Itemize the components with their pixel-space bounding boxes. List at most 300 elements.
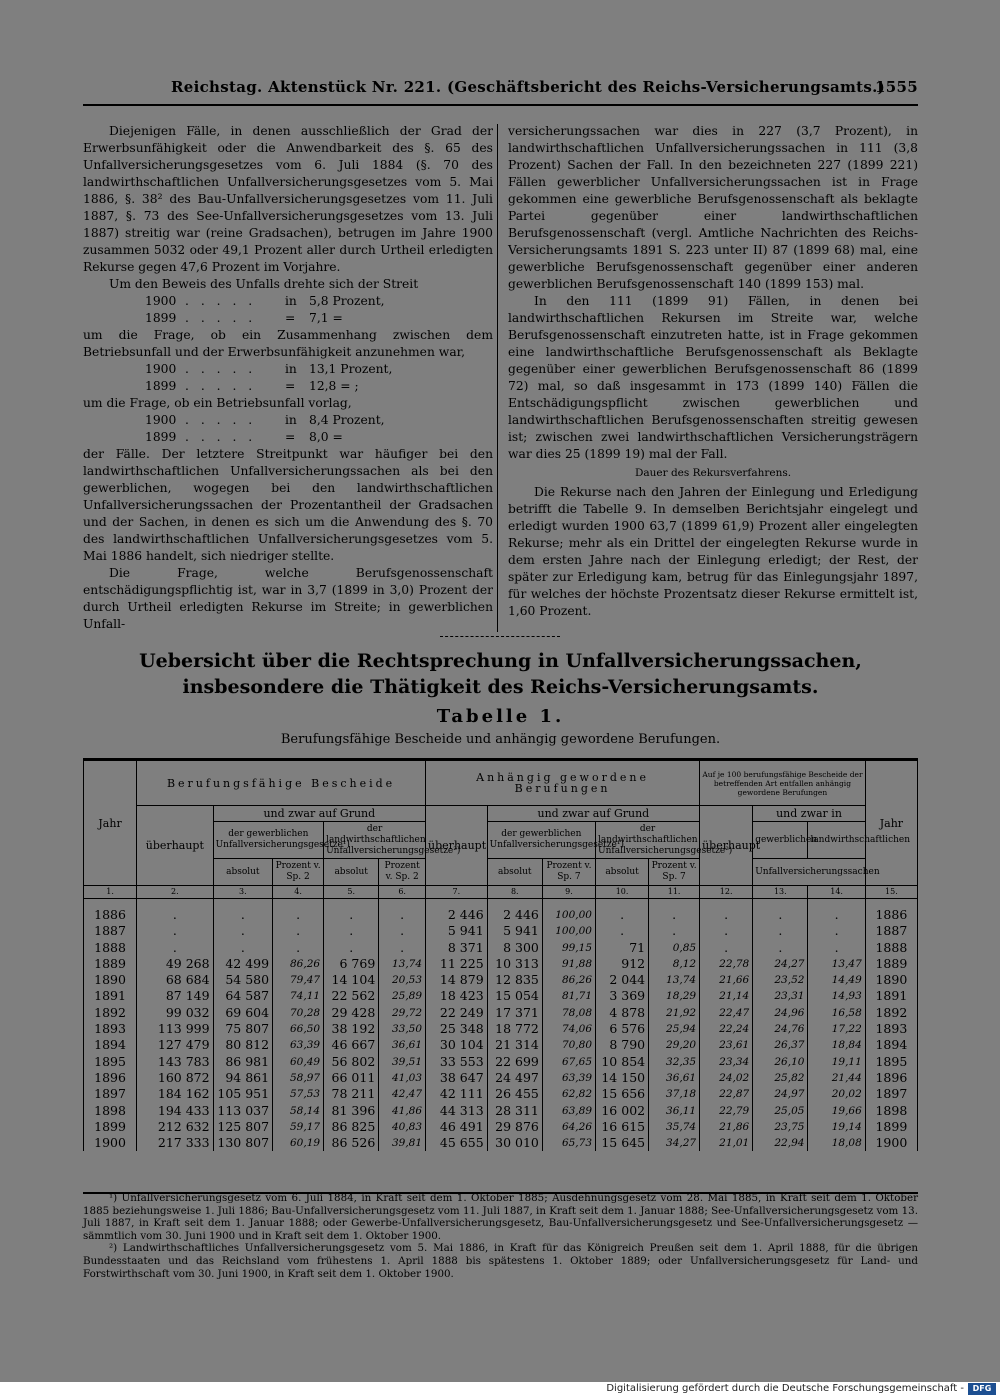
- header-undzwar-grund-2: und zwar auf Grund: [487, 806, 699, 822]
- table-cell: .: [273, 940, 324, 956]
- table-cell: 15 054: [487, 988, 542, 1004]
- col-number: 4.: [273, 886, 324, 899]
- table-cell: 212 632: [137, 1119, 213, 1135]
- table-cell: 60,49: [273, 1054, 324, 1070]
- table-cell: 23,61: [700, 1037, 753, 1053]
- section-title: Uebersicht über die Rechtsprechung in Unfallversicherungssachen, insbesondere die Thätigkeit des Reichs-Versicherungsamts.: [139, 650, 862, 698]
- year-cell: 1897: [84, 1086, 137, 1102]
- table-cell: 99 032: [137, 1005, 213, 1021]
- table-cell: 32,35: [649, 1054, 700, 1070]
- table-cell: 58,14: [273, 1103, 324, 1119]
- table-cell: .: [273, 923, 324, 939]
- header-year-right: Jahr: [865, 761, 917, 886]
- table-cell: 60,19: [273, 1135, 324, 1151]
- table-cell: 24,97: [753, 1086, 808, 1102]
- col-number: 13.: [753, 886, 808, 899]
- year-cell: 1892: [865, 1005, 917, 1021]
- table-cell: 18,08: [808, 1135, 865, 1151]
- table-cell: 6 769: [324, 956, 379, 972]
- col-number: 11.: [649, 886, 700, 899]
- year-cell: 1891: [84, 988, 137, 1004]
- table-cell: 24,27: [753, 956, 808, 972]
- table-cell: 24 497: [487, 1070, 542, 1086]
- table-cell: 25,94: [649, 1021, 700, 1037]
- table-cell: 5 941: [426, 923, 488, 939]
- year-cell: 1895: [865, 1054, 917, 1070]
- table-cell: 35,74: [649, 1119, 700, 1135]
- table-cell: .: [137, 923, 213, 939]
- table-cell: 42,47: [379, 1086, 426, 1102]
- table-cell: .: [213, 940, 272, 956]
- table-row: [84, 1103, 918, 1119]
- col-number: 1.: [84, 886, 137, 899]
- table-cell: 25,05: [753, 1103, 808, 1119]
- col-number: 7.: [426, 886, 488, 899]
- table-cell: 21,92: [649, 1005, 700, 1021]
- table-cell: 65,73: [542, 1135, 595, 1151]
- left-paragraph-1: Diejenigen Fälle, in denen ausschließlich der Grad der Erwerbsunfähigkeit oder die Anwendbarkeit des §. 65 des Unfallversicherungsgesetzes vom 6. Juli 1884 (§. 70 des landwirthschaftlichen Unfallversicherungsgesetzes vom 5. Mai 1886, §. 38² des Bau-Unfallversicherungsgesetzes vom 11. Juli 1887, §. 73 des See-Unfallversicherungsgesetzes vom 13. Juli 1887) streitig war (reine Gradsachen), betrugen im Jahre 1900 zusammen 5032 oder 49,1 Prozent aller durch Urtheil erledigten Rekurse gegen 47,6 Prozent im Vorjahre.: [83, 124, 493, 274]
- table-cell: 36,61: [379, 1037, 426, 1053]
- table-cell: 86,26: [542, 972, 595, 988]
- col-number: 2.: [137, 886, 213, 899]
- table-cell: 8 300: [487, 940, 542, 956]
- table-cell: 94 861: [213, 1070, 272, 1086]
- header-bescheide: Berufungsfähige Bescheide: [137, 761, 426, 806]
- year-cell: 1890: [84, 972, 137, 988]
- table-cell: 81,71: [542, 988, 595, 1004]
- table-cell: 21,86: [700, 1119, 753, 1135]
- table-row: [84, 1119, 918, 1135]
- stat-row: 1899 . . . . . = 7,1 =: [145, 311, 343, 325]
- table-subtitle: Berufungsfähige Bescheide und anhängig gewordene Berufungen.: [280, 732, 721, 747]
- table-cell: 39,81: [379, 1135, 426, 1151]
- table-row: [84, 1070, 918, 1086]
- table-cell: 113 999: [137, 1021, 213, 1037]
- header-landwirtschaftlich-2: der landwirthschaftlichen Unfallversicherungsgesetze²): [596, 822, 700, 859]
- table-cell: 46 667: [324, 1037, 379, 1053]
- table-cell: .: [700, 923, 753, 939]
- col-number: 15.: [865, 886, 917, 899]
- table-cell: 81 396: [324, 1103, 379, 1119]
- header-prozent-9: Prozent v. Sp. 7: [542, 859, 595, 886]
- table-cell: 41,86: [379, 1103, 426, 1119]
- stat-row: 1899 . . . . . = 8,0 =: [145, 430, 343, 444]
- table-cell: 33 553: [426, 1054, 488, 1070]
- table-cell: 26,37: [753, 1037, 808, 1053]
- table-cell: 16 615: [596, 1119, 649, 1135]
- table-cell: 58,97: [273, 1070, 324, 1086]
- table-cell: 14 879: [426, 972, 488, 988]
- year-cell: 1898: [84, 1103, 137, 1119]
- header-prozent-11: Prozent v. Sp. 7: [649, 859, 700, 886]
- table-cell: 21,66: [700, 972, 753, 988]
- year-cell: 1889: [865, 956, 917, 972]
- right-column: [508, 123, 918, 620]
- table-cell: 70,80: [542, 1037, 595, 1053]
- table-cell: 29 428: [324, 1005, 379, 1021]
- table-cell: 30 010: [487, 1135, 542, 1151]
- table-cell: 66 011: [324, 1070, 379, 1086]
- header-uvs: Unfallversicherungssachen: [753, 859, 866, 886]
- stat-row: 1900 . . . . . in 8,4 Prozent,: [145, 413, 385, 427]
- col-number: 10.: [596, 886, 649, 899]
- table-cell: 24,02: [700, 1070, 753, 1086]
- table-cell: 63,39: [273, 1037, 324, 1053]
- table-cell: 10 854: [596, 1054, 649, 1070]
- stat-row: 1900 . . . . . in 5,8 Prozent,: [145, 294, 385, 308]
- table-cell: 56 802: [324, 1054, 379, 1070]
- header-land-short: landwirthschaftlichen: [808, 822, 865, 859]
- table-cell: 21 314: [487, 1037, 542, 1053]
- table-cell: 13,74: [649, 972, 700, 988]
- header-gew-short: gewerblichen: [753, 822, 808, 859]
- table-cell: 17 371: [487, 1005, 542, 1021]
- table-cell: .: [137, 940, 213, 956]
- table-cell: 42 499: [213, 956, 272, 972]
- table-cell: .: [213, 907, 272, 923]
- year-cell: 1899: [84, 1119, 137, 1135]
- table-row: [84, 1054, 918, 1070]
- table-cell: 67,65: [542, 1054, 595, 1070]
- table-cell: 19,11: [808, 1054, 865, 1070]
- header-ueberhaupt-12: überhaupt: [700, 806, 753, 886]
- table-cell: 45 655: [426, 1135, 488, 1151]
- header-landwirtschaftlich: der landwirthschaftlichen Unfallversicherungsgesetze²): [324, 822, 426, 859]
- table-cell: 66,50: [273, 1021, 324, 1037]
- year-cell: 1895: [84, 1054, 137, 1070]
- table-cell: .: [700, 907, 753, 923]
- table-cell: 5 941: [487, 923, 542, 939]
- header-ueberhaupt-7: überhaupt: [426, 806, 488, 886]
- table-cell: 68 684: [137, 972, 213, 988]
- header-absolut-3: absolut: [213, 859, 272, 886]
- table-cell: 8,12: [649, 956, 700, 972]
- table-cell: 3 369: [596, 988, 649, 1004]
- header-berufungen: Anhängig gewordene Berufungen: [426, 761, 700, 806]
- table-cell: 184 162: [137, 1086, 213, 1102]
- table-cell: .: [753, 923, 808, 939]
- digitization-footer: [0, 1382, 1000, 1397]
- table-cell: 100,00: [542, 923, 595, 939]
- table-cell: .: [379, 907, 426, 923]
- table-cell: 26,10: [753, 1054, 808, 1070]
- table-cell: 87 149: [137, 988, 213, 1004]
- table-cell: .: [649, 923, 700, 939]
- table-cell: 15 656: [596, 1086, 649, 1102]
- left-paragraph-6: Die Frage, welche Berufsgenossenschaft entschädigungspflichtig ist, war in 3,7 (1899 in 3,0) Prozent der durch Urtheil erledigten Rekurse im Streite; in gewerblichen Unfall-: [83, 566, 493, 631]
- section-divider: [440, 636, 560, 637]
- table-cell: 16,58: [808, 1005, 865, 1021]
- table-cell: 125 807: [213, 1119, 272, 1135]
- table-cell: 26 455: [487, 1086, 542, 1102]
- table-cell: 64,26: [542, 1119, 595, 1135]
- left-paragraph-4: um die Frage, ob ein Betriebsunfall vorlag,: [83, 396, 352, 410]
- table-cell: 22 562: [324, 988, 379, 1004]
- table-row: [84, 972, 918, 988]
- year-cell: 1888: [865, 940, 917, 956]
- table-cell: 11 225: [426, 956, 488, 972]
- table-cell: .: [324, 940, 379, 956]
- table-cell: .: [324, 923, 379, 939]
- table-cell: 64 587: [213, 988, 272, 1004]
- table-cell: 10 313: [487, 956, 542, 972]
- table-cell: .: [273, 907, 324, 923]
- table-cell: 217 333: [137, 1135, 213, 1151]
- year-cell: 1889: [84, 956, 137, 972]
- header-gewerblich-2: der gewerblichen Unfallversicherungsgesetze¹): [487, 822, 595, 859]
- table-cell: 38 192: [324, 1021, 379, 1037]
- table-cell: 6 576: [596, 1021, 649, 1037]
- header-undzwar-in: und zwar in: [753, 806, 866, 822]
- table-cell: 91,88: [542, 956, 595, 972]
- table-cell: 105 951: [213, 1086, 272, 1102]
- table-cell: 80 812: [213, 1037, 272, 1053]
- table-cell: 79,47: [273, 972, 324, 988]
- header-per-100: Auf je 100 berufungsfähige Bescheide der betreffenden Art entfallen anhängig gewordene Berufungen: [700, 761, 866, 806]
- table-cell: 74,11: [273, 988, 324, 1004]
- table-cell: 63,39: [542, 1070, 595, 1086]
- running-header: [83, 78, 918, 102]
- table-row: [84, 907, 918, 923]
- table-cell: 12 835: [487, 972, 542, 988]
- table-cell: 29,20: [649, 1037, 700, 1053]
- year-cell: 1886: [84, 907, 137, 923]
- table-cell: 44 313: [426, 1103, 488, 1119]
- table-cell: 25,82: [753, 1070, 808, 1086]
- table-cell: 40,83: [379, 1119, 426, 1135]
- table-cell: 16 002: [596, 1103, 649, 1119]
- table-cell: 160 872: [137, 1070, 213, 1086]
- col-number: 14.: [808, 886, 865, 899]
- table-cell: .: [808, 940, 865, 956]
- table-row: [84, 956, 918, 972]
- table-cell: .: [379, 940, 426, 956]
- header-gewerblich: der gewerblichen Unfallversicherungsgesetze¹): [213, 822, 323, 859]
- table-row: [84, 923, 918, 939]
- year-cell: 1896: [84, 1070, 137, 1086]
- table-cell: 25,89: [379, 988, 426, 1004]
- table-cell: 24,76: [753, 1021, 808, 1037]
- table-cell: 49 268: [137, 956, 213, 972]
- table-cell: 34,27: [649, 1135, 700, 1151]
- table-title: Tabelle 1.: [436, 706, 565, 727]
- table-cell: 36,61: [649, 1070, 700, 1086]
- table-row: [84, 988, 918, 1004]
- table-cell: 36,11: [649, 1103, 700, 1119]
- year-cell: 1891: [865, 988, 917, 1004]
- table-cell: 2 446: [487, 907, 542, 923]
- table-cell: 22,78: [700, 956, 753, 972]
- header-prozent-4: Prozent v. Sp. 2: [273, 859, 324, 886]
- year-cell: 1897: [865, 1086, 917, 1102]
- table-cell: 8 790: [596, 1037, 649, 1053]
- table-cell: 21,14: [700, 988, 753, 1004]
- year-cell: 1899: [865, 1119, 917, 1135]
- table-cell: 100,00: [542, 907, 595, 923]
- table-cell: 78 211: [324, 1086, 379, 1102]
- table-cell: 99,15: [542, 940, 595, 956]
- table-cell: .: [649, 907, 700, 923]
- year-cell: 1900: [865, 1135, 917, 1151]
- table-cell: 18,84: [808, 1037, 865, 1053]
- year-cell: 1894: [84, 1037, 137, 1053]
- table-cell: 194 433: [137, 1103, 213, 1119]
- table-cell: 28 311: [487, 1103, 542, 1119]
- table-cell: 70,28: [273, 1005, 324, 1021]
- header-title: Reichstag. Aktenstück Nr. 221. (Geschäftsbericht des Reichs-Versicherungsamts.): [171, 78, 886, 96]
- header-year-left: Jahr: [84, 761, 137, 886]
- table-row: [84, 940, 918, 956]
- table-cell: 13,47: [808, 956, 865, 972]
- column-divider: [497, 124, 498, 632]
- footnotes: [83, 1192, 918, 1280]
- table-cell: 17,22: [808, 1021, 865, 1037]
- right-paragraph-1: versicherungssachen war dies in 227 (3,7 Prozent), in landwirthschaftlichen Unfallversicherungssachen in 111 (3,8 Prozent) Sachen der Fall. In den bezeichneten 227 (1899 221) Fällen gewerblicher Unfallversicherungssachen ist in Frage gekommen eine gewerbliche Berufsgenossenschaft als beklagte Partei gegenüber einer landwirthschaftlichen Berufsgenossenschaft (vergl. Amtliche Nachrichten des Reichs-Versicherungsamts 1891 S. 223 unter II) 87 (1899 68) mal, eine gewerbliche Berufsgenossenschaft gegenüber einer anderen gewerblichen Berufsgenossenschaft 140 (1899 153) mal.: [508, 124, 918, 291]
- table-cell: 130 807: [213, 1135, 272, 1151]
- table-cell: .: [808, 907, 865, 923]
- statistics-table: [83, 758, 918, 1194]
- col-number: 12.: [700, 886, 753, 899]
- table-cell: 19,66: [808, 1103, 865, 1119]
- right-paragraph-3: Die Rekurse nach den Jahren der Einlegung und Erledigung betrifft die Tabelle 9. In demselben Berichtsjahr eingelegt und erledigt wurden 1900 63,7 (1899 61,9) Prozent aller eingelegten Rekurse; mehr als ein Drittel der eingelegten Rekurse wurde in dem ersten Jahre nach der Einlegung erledigt; der Rest, der später zur Erledigung kam, betrug für das Einlegungsjahr 1897, für welches der höchste Prozentsatz dieser Rekurse ermittelt ist, 1,60 Prozent.: [508, 485, 918, 618]
- header-absolut-5: absolut: [324, 859, 379, 886]
- right-paragraph-2: In den 111 (1899 91) Fällen, in denen bei landwirthschaftlichen Rekursen im Streite war, welche Berufsgenossenschaft einzutreten hatte, ist in Frage gekommen eine landwirthschaftliche Berufsgenossenschaft als Beklagte gegenüber einer gewerblichen Berufsgenossenschaft 86 (1899 72) mal, so daß insgesammt in 173 (1899 140) Fällen die Entschädigungspflicht zwischen gewerblichen und landwirthschaftlichen Berufsgenossenschaften streitig gewesen ist; zwischen zwei landwirthschaftlichen Versicherungsträgern war dies 25 (1899 19) mal der Fall.: [508, 294, 918, 461]
- footnote-1: ¹) Unfallversicherungsgesetz vom 6. Juli 1884, in Kraft seit dem 1. Oktober 1885; Ausdehnungsgesetz vom 28. Mai 1885, in Kraft seit dem 1. Oktober 1885 beziehungsweise 1. Juli 1886; Bau-Unfallversicherungsgesetz vom 11. Juli 1887, in Kraft seit dem 1. Januar 1888; See-Unfallversicherungsgesetz vom 13. Juli 1887, in Kraft seit dem 1. Januar 1888; oder Gewerbe-Unfallversicherungsgesetz, Bau-Unfallversicherungsgesetz und See-Unfallversicherungsgesetz — sämmtlich vom 30. Juni 1900 und in Kraft seit dem 1. Oktober 1900.: [83, 1192, 918, 1242]
- table-cell: 22,87: [700, 1086, 753, 1102]
- table-cell: 23,52: [753, 972, 808, 988]
- year-cell: 1894: [865, 1037, 917, 1053]
- table-cell: 29 876: [487, 1119, 542, 1135]
- table-cell: 62,82: [542, 1086, 595, 1102]
- year-cell: 1898: [865, 1103, 917, 1119]
- year-cell: 1888: [84, 940, 137, 956]
- footnote-2: ²) Landwirthschaftliches Unfallversicherungsgesetz vom 5. Mai 1886, in Kraft für das Königreich Preußen seit dem 1. April 1888, für die übrigen Bundesstaaten und das Reichsland vom frühestens 1. April 1888 bis spätestens 1. Oktober 1889; oder Unfallversicherungsgesetz für Land- und Forstwirthschaft vom 30. Juni 1900, in Kraft seit dem 1. Oktober 1900.: [83, 1242, 918, 1280]
- table-cell: 41,03: [379, 1070, 426, 1086]
- left-column: [83, 123, 493, 633]
- table-cell: 69 604: [213, 1005, 272, 1021]
- page-number: 1555: [875, 78, 918, 96]
- table-cell: 23,34: [700, 1054, 753, 1070]
- year-cell: 1890: [865, 972, 917, 988]
- table-cell: 18 772: [487, 1021, 542, 1037]
- table-cell: 38 647: [426, 1070, 488, 1086]
- table-row: [84, 1037, 918, 1053]
- year-cell: 1893: [865, 1021, 917, 1037]
- left-paragraph-2: Um den Beweis des Unfalls drehte sich der Streit: [109, 277, 419, 291]
- year-cell: 1887: [84, 923, 137, 939]
- table-cell: .: [213, 923, 272, 939]
- year-cell: 1896: [865, 1070, 917, 1086]
- table-cell: 14,93: [808, 988, 865, 1004]
- table-cell: 18 423: [426, 988, 488, 1004]
- table-cell: 127 479: [137, 1037, 213, 1053]
- header-absolut-10: absolut: [596, 859, 649, 886]
- header-undzwar-grund: und zwar auf Grund: [213, 806, 425, 822]
- year-cell: 1887: [865, 923, 917, 939]
- year-cell: 1893: [84, 1021, 137, 1037]
- table-cell: 20,02: [808, 1086, 865, 1102]
- table-cell: 54 580: [213, 972, 272, 988]
- table-cell: 113 037: [213, 1103, 272, 1119]
- table-cell: 14 104: [324, 972, 379, 988]
- table-row: [84, 1021, 918, 1037]
- table-cell: 8 371: [426, 940, 488, 956]
- table-row: [84, 1086, 918, 1102]
- table-cell: .: [753, 940, 808, 956]
- table-cell: 75 807: [213, 1021, 272, 1037]
- header-ueberhaupt-2: überhaupt: [137, 806, 213, 886]
- table-cell: 15 645: [596, 1135, 649, 1151]
- table-cell: 42 111: [426, 1086, 488, 1102]
- table-gap-row: [84, 899, 918, 908]
- table-cell: 21,44: [808, 1070, 865, 1086]
- right-subheading: Dauer des Rekursverfahrens.: [634, 467, 792, 479]
- footer-text: Digitalisierung gefördert durch die Deutsche Forschungsgemeinschaft -: [606, 1383, 964, 1394]
- table-cell: 20,53: [379, 972, 426, 988]
- table-cell: 2 044: [596, 972, 649, 988]
- table-cell: 71: [596, 940, 649, 956]
- table-cell: 14,49: [808, 972, 865, 988]
- table-cell: 14 150: [596, 1070, 649, 1086]
- table-cell: 19,14: [808, 1119, 865, 1135]
- table-cell: 21,01: [700, 1135, 753, 1151]
- table-cell: 59,17: [273, 1119, 324, 1135]
- table-cell: 63,89: [542, 1103, 595, 1119]
- table-cell: 2 446: [426, 907, 488, 923]
- table-cell: 33,50: [379, 1021, 426, 1037]
- table-cell: 18,29: [649, 988, 700, 1004]
- table-cell: 0,85: [649, 940, 700, 956]
- header-absolut-8: absolut: [487, 859, 542, 886]
- table-cell: 25 348: [426, 1021, 488, 1037]
- table-cell: .: [596, 923, 649, 939]
- table-cell: 22,79: [700, 1103, 753, 1119]
- table-cell: 46 491: [426, 1119, 488, 1135]
- table-cell: 24,96: [753, 1005, 808, 1021]
- header-prozent-6: Prozent v. Sp. 2: [379, 859, 426, 886]
- table-cell: 30 104: [426, 1037, 488, 1053]
- table-cell: 86 526: [324, 1135, 379, 1151]
- table-cell: 22,24: [700, 1021, 753, 1037]
- table-row: [84, 1005, 918, 1021]
- col-number: 9.: [542, 886, 595, 899]
- table-cell: .: [137, 907, 213, 923]
- table-cell: 22 249: [426, 1005, 488, 1021]
- table-cell: .: [324, 907, 379, 923]
- table-cell: 57,53: [273, 1086, 324, 1102]
- table-cell: 29,72: [379, 1005, 426, 1021]
- year-cell: 1886: [865, 907, 917, 923]
- table-cell: 23,31: [753, 988, 808, 1004]
- table-cell: 78,08: [542, 1005, 595, 1021]
- year-cell: 1892: [84, 1005, 137, 1021]
- dfg-logo: DFG: [968, 1383, 996, 1395]
- table-cell: 22 699: [487, 1054, 542, 1070]
- table-cell: 86 981: [213, 1054, 272, 1070]
- table-cell: 22,94: [753, 1135, 808, 1151]
- header-rule: [83, 104, 918, 106]
- table-cell: 37,18: [649, 1086, 700, 1102]
- table-cell: 13,74: [379, 956, 426, 972]
- col-number: 3.: [213, 886, 272, 899]
- table-cell: 143 783: [137, 1054, 213, 1070]
- table-cell: .: [379, 923, 426, 939]
- table-cell: 86,26: [273, 956, 324, 972]
- col-number: 6.: [379, 886, 426, 899]
- table-body: [84, 899, 918, 1152]
- table-cell: 4 878: [596, 1005, 649, 1021]
- table-cell: .: [808, 923, 865, 939]
